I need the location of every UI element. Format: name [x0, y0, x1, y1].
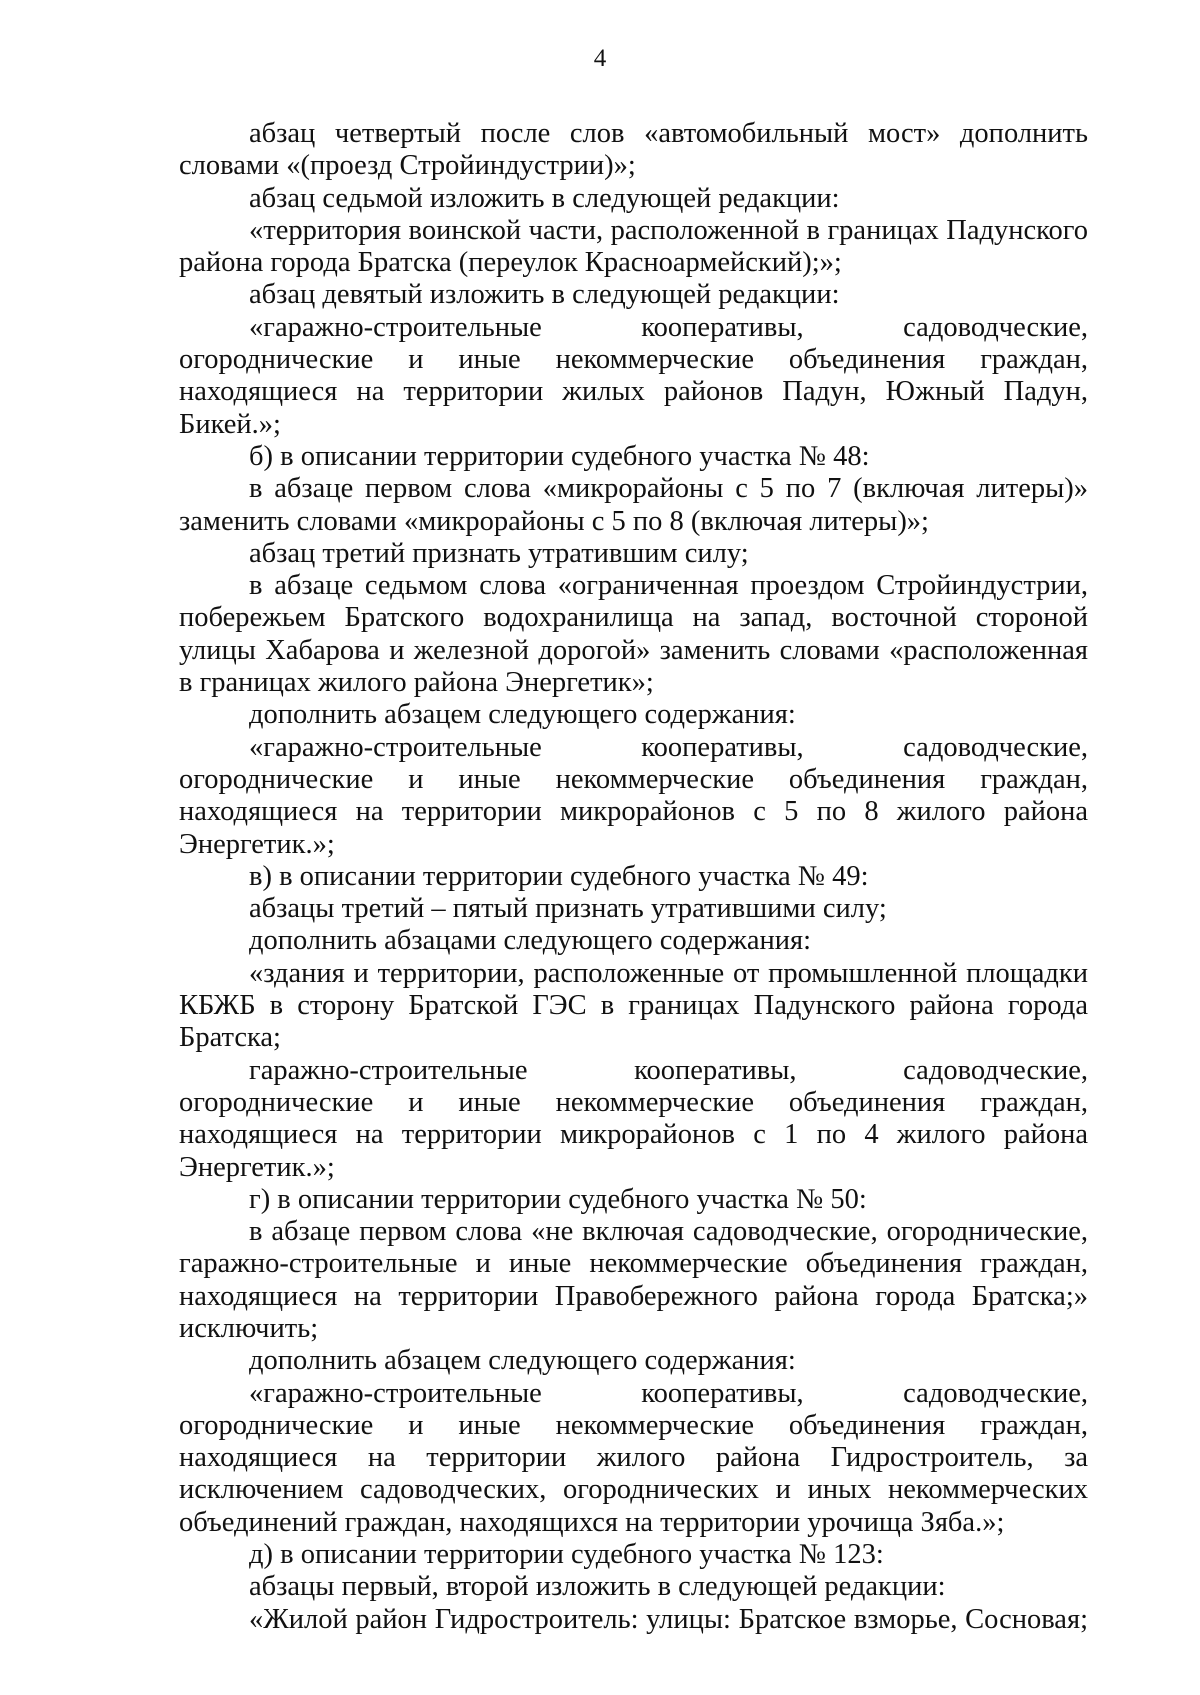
paragraph-21: д) в описании территории судебного участка № 123: — [249, 1539, 884, 1571]
paragraph-20: «гаражно-строительные кооперативы, садоводческие, огороднические и иные некоммерческие объединения граждан, находящиеся на территории жилого района Гидростроитель, за исключением садоводческих, огороднических и иных некоммерческих объединений граждан, находящихся на территории урочища Зяба.»; — [179, 1377, 1088, 1538]
paragraph-4: абзац девятый изложить в следующей редакции: — [249, 279, 840, 311]
paragraph-10: дополнить абзацем следующего содержания: — [249, 699, 796, 731]
document-body — [179, 118, 1088, 1636]
paragraph-12: в) в описании территории судебного участка № 49: — [249, 860, 869, 892]
paragraph-8: абзац третий признать утратившим силу; — [249, 537, 749, 569]
paragraph-5: «гаражно-строительные кооперативы, садоводческие, огороднические и иные некоммерческие объединения граждан, находящиеся на территории жилых районов Падун, Южный Падун, Бикей.»; — [179, 311, 1088, 440]
page-number: 4 — [593, 45, 607, 72]
paragraph-22: абзацы первый, второй изложить в следующей редакции: — [249, 1571, 946, 1603]
paragraph-23: «Жилой район Гидростроитель: улицы: Братское взморье, Сосновая; — [249, 1603, 1088, 1635]
paragraph-7: в абзаце первом слова «микрорайоны с 5 по 7 (включая литеры)» заменить словами «микрорайоны с 5 по 8 (включая литеры)»; — [179, 473, 1088, 537]
paragraph-2: абзац седьмой изложить в следующей редакции: — [249, 182, 840, 214]
paragraph-18: в абзаце первом слова «не включая садоводческие, огороднические, гаражно-строительные и иные некоммерческие объединения граждан, находящиеся на территории Правобережного района города Братска;» исключить; — [179, 1216, 1088, 1344]
paragraph-1: абзац четвертый после слов «автомобильный мост» дополнить словами «(проезд Стройиндустрии)»; — [179, 118, 1088, 182]
paragraph-13: абзацы третий – пятый признать утратившими силу; — [249, 893, 887, 925]
paragraph-15: «здания и территории, расположенные от промышленной площадки КБЖБ в сторону Братской ГЭС в границах Падунского района города Братска; — [179, 957, 1088, 1054]
paragraph-14: дополнить абзацами следующего содержания: — [249, 925, 812, 957]
paragraph-19: дополнить абзацем следующего содержания: — [249, 1345, 796, 1377]
paragraph-11: «гаражно-строительные кооперативы, садоводческие, огороднические и иные некоммерческие объединения граждан, находящиеся на территории микрорайонов с 5 по 8 жилого района Энергетик.»; — [179, 731, 1088, 860]
paragraph-6: б) в описании территории судебного участка № 48: — [249, 440, 870, 472]
paragraph-17: г) в описании территории судебного участка № 50: — [249, 1183, 867, 1215]
paragraph-3: «территория воинской части, расположенной в границах Падунского района города Братска (переулок Красноармейский);»; — [179, 214, 1088, 279]
paragraph-9: в абзаце седьмом слова «ограниченная проездом Стройиндустрии, побережьем Братского водохранилища на запад, восточной стороной улицы Хабарова и железной дорогой» заменить словами «расположенная в границах жилого района Энергетик»; — [179, 570, 1088, 699]
paragraph-16: гаражно-строительные кооперативы, садоводческие, огороднические и иные некоммерческие объединения граждан, находящиеся на территории микрорайонов с 1 по 4 жилого района Энергетик.»; — [179, 1054, 1088, 1183]
